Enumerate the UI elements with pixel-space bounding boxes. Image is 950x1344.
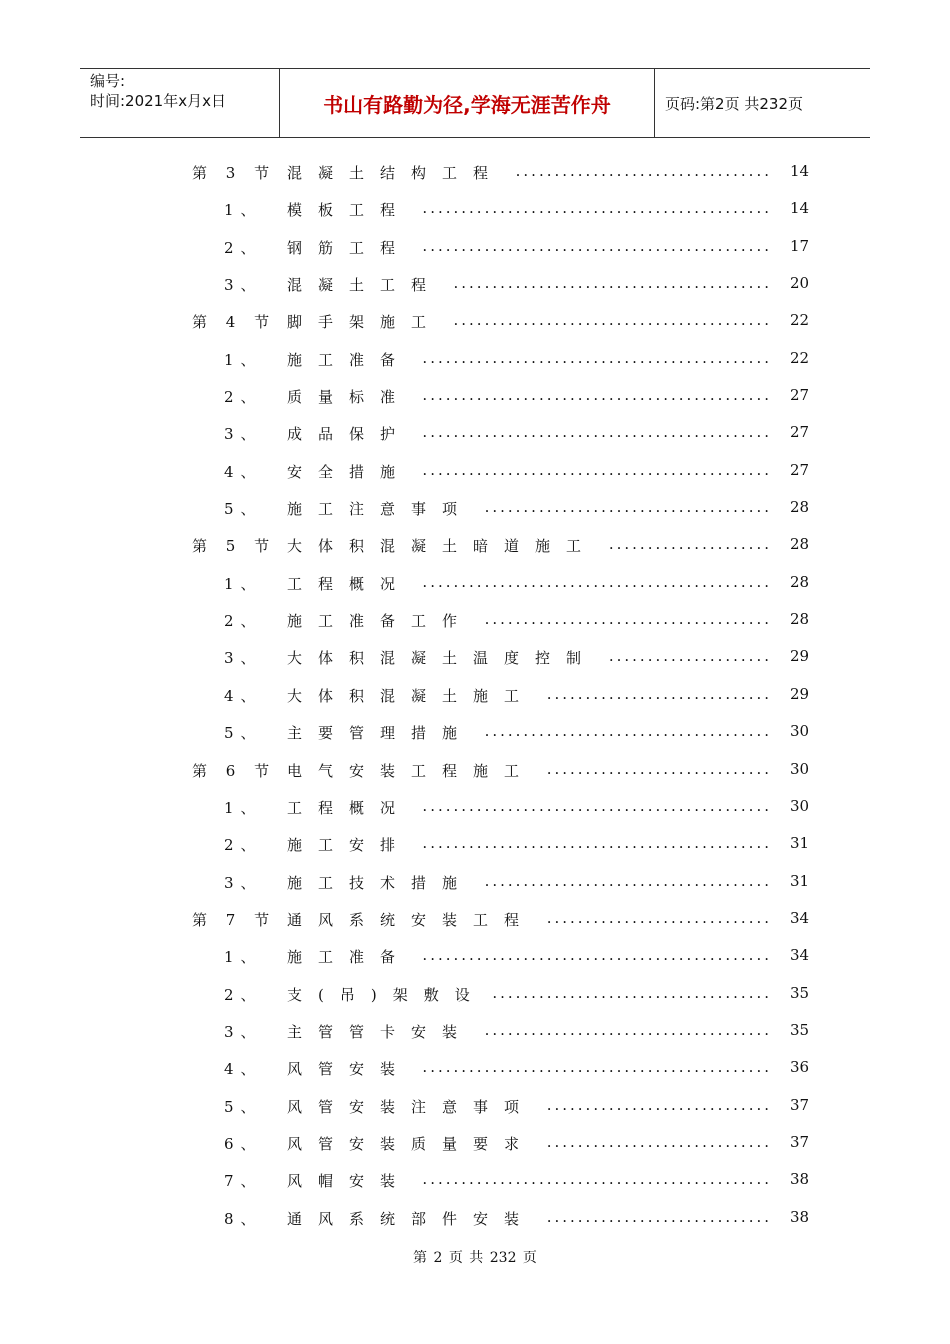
toc-leader-dots: ............................. (546, 1132, 772, 1151)
toc-title: 风帽安装 (287, 1172, 412, 1191)
toc-page-number: 14 (790, 162, 810, 180)
toc-page-number: 28 (790, 610, 810, 629)
number-label: 编号: (90, 72, 126, 90)
toc-leader-dots: ..................................... (484, 498, 772, 517)
toc-number: 第 6 节 (192, 761, 277, 780)
toc-page-number: 30 (790, 722, 810, 741)
toc-leader-dots: ......................................... (453, 311, 772, 330)
toc-leader-dots: ..................... (608, 535, 772, 554)
time-label: 时间:2021年x月x日 (90, 92, 226, 110)
toc-subsection-row[interactable] (0, 1049, 950, 1086)
toc-title: 脚手架施工 (287, 313, 443, 332)
toc-section-row[interactable] (0, 302, 950, 339)
header-motto: 书山有路勤为径,学海无涯苦作舟 (280, 69, 655, 137)
toc-title: 混凝土结构工程 (287, 164, 505, 182)
toc-page-number: 17 (790, 236, 810, 255)
toc-number: 3、 (224, 873, 263, 892)
toc-number: 1、 (224, 574, 263, 593)
toc-subsection-row[interactable] (0, 601, 950, 638)
toc-subsection-row[interactable] (0, 190, 950, 227)
toc-page-number: 34 (790, 946, 810, 965)
toc-number: 5、 (224, 500, 263, 519)
toc-number: 3、 (224, 1022, 263, 1041)
toc-number: 2、 (224, 388, 263, 407)
toc-subsection-row[interactable] (0, 788, 950, 825)
toc-number: 第 7 节 (192, 910, 277, 929)
toc-page-number: 29 (790, 647, 810, 666)
toc-title: 主管管卡安装 (287, 1022, 474, 1041)
toc-title: 工程概况 (287, 574, 412, 593)
toc-leader-dots: ............................. (546, 1207, 772, 1226)
toc-page-number: 37 (790, 1132, 810, 1151)
toc-leader-dots: ............................. (546, 684, 772, 703)
toc-title: 安全措施 (287, 462, 412, 481)
toc-title: 风管安装质量要求 (287, 1134, 536, 1153)
toc-subsection-row[interactable] (0, 1161, 950, 1198)
page-footer: 第 2 页 共 232 页 (413, 1250, 537, 1266)
toc-subsection-row[interactable] (0, 975, 950, 1012)
toc-title: 主要管理措施 (287, 724, 474, 743)
header-page-info: 页码:第2页 共232页 (665, 94, 803, 113)
toc-title: 通风系统安装工程 (287, 910, 536, 929)
toc-title: 施工准备 (287, 948, 412, 967)
toc-leader-dots: ................................. (515, 162, 772, 180)
toc-subsection-row[interactable] (0, 937, 950, 974)
page-header (80, 68, 870, 138)
toc-title: 施工准备 (287, 350, 412, 369)
toc-title: 电气安装工程施工 (287, 761, 536, 780)
toc-number: 3、 (224, 649, 263, 668)
header-meta (80, 69, 280, 137)
toc-leader-dots: ..................... (608, 647, 772, 666)
toc-page-number: 22 (790, 348, 810, 367)
toc-subsection-row[interactable] (0, 1199, 950, 1236)
toc-leader-dots: ......................................... (453, 274, 772, 293)
toc-number: 8、 (224, 1209, 263, 1228)
toc-title: 大体积混凝土暗道施工 (287, 537, 598, 556)
toc-number: 1、 (224, 948, 263, 967)
toc-subsection-row[interactable] (0, 377, 950, 414)
toc-subsection-row[interactable] (0, 414, 950, 451)
toc-number: 第 5 节 (192, 537, 277, 556)
toc-number: 3、 (224, 425, 263, 444)
toc-leader-dots: ............................................. (422, 423, 772, 442)
toc-leader-dots: ............................. (546, 908, 772, 927)
toc-subsection-row[interactable] (0, 340, 950, 377)
toc-subsection-row[interactable] (0, 676, 950, 713)
toc-leader-dots: ............................................. (422, 199, 772, 218)
toc-page-number: 30 (790, 759, 810, 778)
toc-number: 5、 (224, 1097, 263, 1116)
table-of-contents (0, 153, 950, 1236)
toc-number: 2、 (224, 985, 263, 1004)
toc-subsection-row[interactable] (0, 1087, 950, 1124)
toc-page-number: 38 (790, 1170, 810, 1189)
toc-number: 2、 (224, 612, 263, 631)
toc-leader-dots: ............................................. (422, 348, 772, 367)
toc-number: 7、 (224, 1172, 263, 1191)
toc-number: 2、 (224, 238, 263, 257)
toc-title: 支(吊)架敷设 (287, 985, 486, 1004)
toc-leader-dots: ............................................. (422, 1058, 772, 1077)
toc-leader-dots: ..................................... (484, 1020, 772, 1039)
toc-leader-dots: ............................................. (422, 236, 772, 255)
toc-number: 3、 (224, 276, 263, 295)
toc-page-number: 28 (790, 498, 810, 517)
toc-subsection-row[interactable] (0, 564, 950, 601)
toc-page-number: 29 (790, 684, 810, 703)
toc-number: 6、 (224, 1134, 263, 1153)
toc-page-number: 14 (790, 199, 810, 218)
toc-subsection-row[interactable] (0, 825, 950, 862)
toc-number: 1、 (224, 798, 263, 817)
toc-title: 模板工程 (287, 201, 412, 220)
toc-subsection-row[interactable] (0, 713, 950, 750)
toc-leader-dots: ............................................. (422, 572, 772, 591)
toc-number: 1、 (224, 350, 263, 369)
toc-number: 2、 (224, 836, 263, 855)
toc-title: 风管安装注意事项 (287, 1097, 536, 1116)
toc-page-number: 27 (790, 386, 810, 405)
toc-leader-dots: ............................. (546, 1095, 772, 1114)
toc-page-number: 22 (790, 311, 810, 330)
toc-subsection-row[interactable] (0, 638, 950, 675)
toc-section-row[interactable] (0, 900, 950, 937)
toc-title: 钢筋工程 (287, 238, 412, 257)
toc-page-number: 28 (790, 535, 810, 554)
toc-leader-dots: ............................................. (422, 796, 772, 815)
toc-number: 4、 (224, 1060, 263, 1079)
toc-title: 质量标准 (287, 388, 412, 407)
toc-page-number: 28 (790, 572, 810, 591)
toc-leader-dots: ..................................... (484, 610, 772, 629)
toc-title: 大体积混凝土施工 (287, 686, 536, 705)
toc-leader-dots: .................................... (492, 983, 772, 1002)
toc-number: 第 3 节 (192, 164, 277, 182)
toc-number: 4、 (224, 462, 263, 481)
toc-leader-dots: ..................................... (484, 871, 772, 890)
toc-page-number: 27 (790, 423, 810, 442)
toc-title: 施工安排 (287, 836, 412, 855)
toc-number: 1、 (224, 201, 263, 220)
toc-leader-dots: ..................................... (484, 722, 772, 741)
toc-leader-dots: ............................................. (422, 386, 772, 405)
toc-page-number: 30 (790, 796, 810, 815)
toc-section-row[interactable] (0, 751, 950, 788)
toc-leader-dots: ............................................. (422, 460, 772, 479)
toc-page-number: 38 (790, 1207, 810, 1226)
toc-title: 施工准备工作 (287, 612, 474, 631)
toc-section-row[interactable] (0, 153, 950, 190)
toc-page-number: 34 (790, 908, 810, 927)
toc-number: 第 4 节 (192, 313, 277, 332)
toc-page-number: 27 (790, 460, 810, 479)
toc-leader-dots: ............................. (546, 759, 772, 778)
toc-page-number: 35 (790, 1020, 810, 1039)
toc-title: 通风系统部件安装 (287, 1209, 536, 1228)
toc-page-number: 20 (790, 274, 810, 293)
toc-title: 成品保护 (287, 425, 412, 444)
toc-title: 工程概况 (287, 798, 412, 817)
toc-leader-dots: ............................................. (422, 946, 772, 965)
toc-number: 4、 (224, 686, 263, 705)
toc-subsection-row[interactable] (0, 489, 950, 526)
toc-leader-dots: ............................................. (422, 1170, 772, 1189)
toc-section-row[interactable] (0, 526, 950, 563)
toc-subsection-row[interactable] (0, 228, 950, 265)
toc-page-number: 36 (790, 1058, 810, 1077)
toc-title: 大体积混凝土温度控制 (287, 649, 598, 668)
toc-page-number: 35 (790, 983, 810, 1002)
toc-subsection-row[interactable] (0, 863, 950, 900)
toc-subsection-row[interactable] (0, 265, 950, 302)
toc-page-number: 31 (790, 871, 810, 890)
toc-number: 5、 (224, 724, 263, 743)
toc-title: 施工技术措施 (287, 873, 474, 892)
toc-title: 施工注意事项 (287, 500, 474, 519)
toc-subsection-row[interactable] (0, 1012, 950, 1049)
toc-subsection-row[interactable] (0, 452, 950, 489)
toc-title: 风管安装 (287, 1060, 412, 1079)
toc-subsection-row[interactable] (0, 1124, 950, 1161)
toc-page-number: 31 (790, 834, 810, 853)
toc-leader-dots: ............................................. (422, 834, 772, 853)
toc-title: 混凝土工程 (287, 276, 443, 295)
toc-page-number: 37 (790, 1095, 810, 1114)
